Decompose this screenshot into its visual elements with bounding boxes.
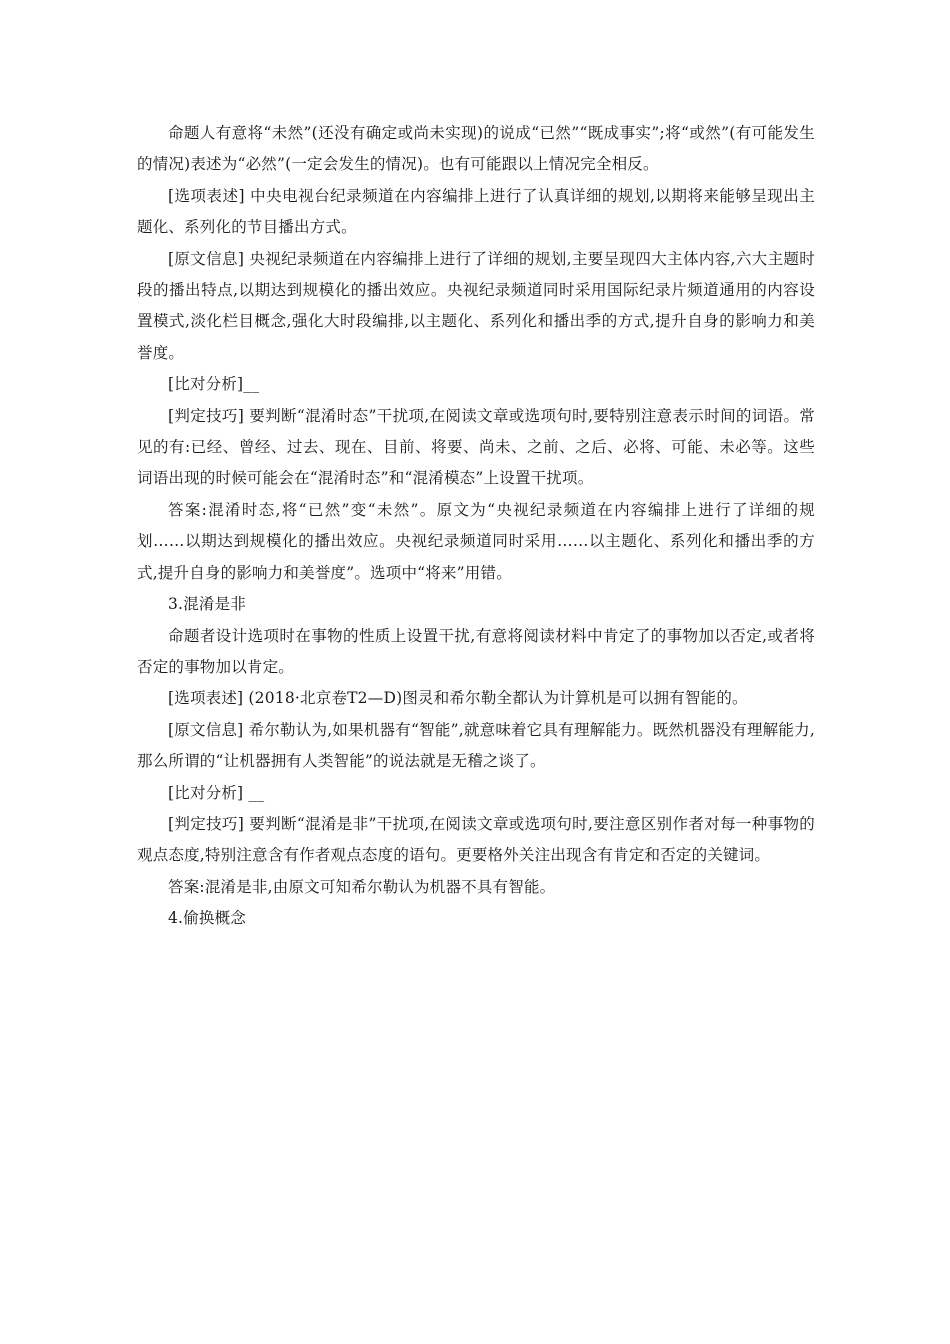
- document-body: [137, 118, 815, 935]
- paragraph-answer-2: 答案:混淆是非,由原文可知希尔勒认为机器不具有智能。: [168, 877, 556, 896]
- paragraph-original-info: [原文信息] 央视纪录频道在内容编排上进行了详细的规划,主要呈现四大主体内容,六大主题时段的播出特点,以期达到规模化的播出效应。央视纪录频道同时采用国际纪录片频道通用的内容设置模式,淡化栏目概念,强化大时段编排,以主题化、系列化和播出季的方式,提升自身的影响力和美誉度。: [137, 249, 815, 362]
- section-heading-3: 3.混淆是非: [168, 595, 246, 614]
- paragraph-tense-explanation: 命题人有意将“未然”(还没有确定或尚未实现)的说成“已然”“既成事实”;将“或然”(有可能发生的情况)表述为“必然”(一定会发生的情况)。也有可能跟以上情况完全相反。: [137, 124, 815, 174]
- paragraph-judging-tip: [判定技巧] 要判断“混淆时态”干扰项,在阅读文章或选项句时,要特别注意表示时间的词语。常见的有:已经、曾经、过去、现在、目前、将要、尚未、之前、之后、必将、可能、未必等。这些词语出现的时候可能会在“混淆时态”和“混淆模态”上设置干扰项。: [137, 406, 815, 488]
- paragraph-comparison: [比对分析]__: [168, 375, 260, 394]
- paragraph-original-info-2: [原文信息] 希尔勒认为,如果机器有“智能”,就意味着它具有理解能力。既然机器没有理解能力,那么所谓的“让机器拥有人类智能”的说法就是无稽之谈了。: [137, 720, 815, 771]
- paragraph-judging-tip-2: [判定技巧] 要判断“混淆是非”干扰项,在阅读文章或选项句时,要注意区别作者对每一种事物的观点态度,特别注意含有作者观点态度的语句。更要格外关注出现含有肯定和否定的关键词。: [137, 814, 815, 865]
- section-heading-4: 4.偷换概念: [168, 909, 246, 928]
- paragraph-comparison-2: [比对分析] __: [168, 783, 265, 802]
- paragraph-option-statement: [选项表述] 中央电视台纪录频道在内容编排上进行了认真详细的规划,以期将来能够呈现出主题化、系列化的节目播出方式。: [137, 186, 815, 237]
- paragraph-answer: 答案:混淆时态,将“已然”变“未然”。原文为“央视纪录频道在内容编排上进行了详细的规划……以期达到规模化的播出效应。央视纪录频道同时采用……以主题化、系列化和播出季的方式,提升自身的影响力和美誉度”。选项中“将来”用错。: [137, 500, 815, 582]
- paragraph-confuse-explanation: 命题者设计选项时在事物的性质上设置干扰,有意将阅读材料中肯定了的事物加以否定,或者将否定的事物加以肯定。: [137, 626, 815, 676]
- paragraph-option-statement-2: [选项表述] (2018·北京卷T2—D)图灵和希尔勒全都认为计算机是可以拥有智能的。: [168, 689, 748, 708]
